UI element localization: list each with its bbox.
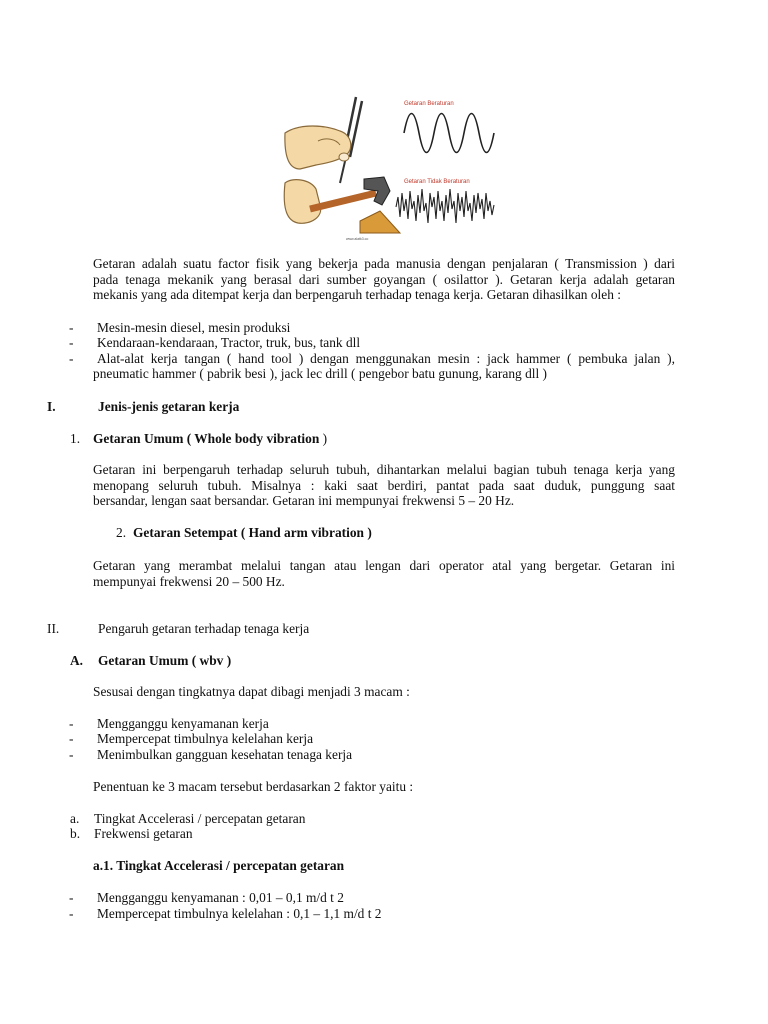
item-1-line-2: menopang seluruh tubuh. Misalnya : kaki saat berdiri, pantat pada saat duduk, punggung saat bbox=[93, 477, 675, 493]
factor-letter: b. bbox=[70, 826, 81, 841]
list-item: Mengganggu kenyamanan : 0,01 – 0,1 m/d t 2 bbox=[97, 890, 344, 905]
list-dash: - bbox=[69, 731, 74, 746]
vibration-illustration-svg bbox=[280, 93, 500, 243]
factor-item: Tingkat Accelerasi / percepatan getaran bbox=[94, 811, 306, 826]
list-dash: - bbox=[69, 747, 74, 762]
intro-line-1: Getaran adalah suatu factor fisik yang bekerja pada manusia dengan penjalaran ( Transmission ) dari bbox=[93, 256, 675, 271]
list-item: Alat-alat kerja tangan ( hand tool ) dengan menggunakan mesin : jack hammer ( pembuka jalan ), bbox=[97, 351, 675, 366]
list-dash: - bbox=[69, 890, 74, 905]
item-1-line-1: Getaran ini berpengaruh terhadap seluruh tubuh, dihantarkan melalui bagian tubuh tenaga kerja yang bbox=[93, 462, 675, 477]
section-1-title: Jenis-jenis getaran kerja bbox=[98, 399, 240, 414]
item-2-paragraph bbox=[93, 558, 675, 589]
item-1-line-3: bersandar, lengan saat bersandar. Getaran ini mempunyai frekwensi 5 – 20 Hz. bbox=[93, 493, 515, 508]
hand-holding-fork-icon bbox=[285, 126, 351, 169]
factor-letter: a. bbox=[70, 811, 80, 826]
a1-title: a.1. Tingkat Accelerasi / percepatan getaran bbox=[93, 858, 345, 873]
sub-a-title: Getaran Umum ( wbv ) bbox=[98, 653, 232, 668]
item-1-title bbox=[93, 431, 327, 447]
sub-a-intro: Sesusai dengan tingkatnya dapat dibagi menjadi 3 macam : bbox=[93, 684, 410, 699]
section-2-title: Pengaruh getaran terhadap tenaga kerja bbox=[98, 621, 310, 636]
section-2-number: II. bbox=[47, 621, 60, 636]
section-1-number: I. bbox=[47, 399, 56, 414]
hand-with-hammer-icon bbox=[284, 177, 400, 233]
list-dash: - bbox=[69, 716, 74, 731]
illustration-caption: www.alatk3.co bbox=[346, 237, 369, 241]
list-dash: - bbox=[69, 335, 74, 350]
intro-line-3: mekanis yang ada ditempat kerja dan berpengaruh terhadap tenaga kerja. Getaran dihasilkan oleh : bbox=[93, 287, 621, 302]
sub-a-letter: A. bbox=[70, 653, 84, 668]
list-item: Mesin-mesin diesel, mesin produksi bbox=[97, 320, 291, 335]
intro-line-2: pada tenaga mekanik yang berasal dari sumber goyangan ( osilattor ). Getaran kerja adalah getaran bbox=[93, 271, 675, 287]
item-1-paragraph bbox=[93, 462, 675, 509]
item-1-title-close: ) bbox=[319, 431, 328, 446]
factor-item: Frekwensi getaran bbox=[94, 826, 193, 841]
item-1-title-text: Getaran Umum ( Whole body vibration bbox=[93, 431, 320, 446]
regular-wave bbox=[404, 114, 494, 153]
list-dash: - bbox=[69, 320, 74, 335]
vibration-illustration bbox=[280, 93, 500, 243]
list-dash: - bbox=[69, 351, 74, 366]
list-item: Kendaraan-kendaraan, Tractor, truk, bus, tank dll bbox=[97, 335, 361, 350]
item-2-line-2: mempunyai frekwensi 20 – 500 Hz. bbox=[93, 573, 285, 589]
list-item: Mengganggu kenyamanan kerja bbox=[97, 716, 269, 731]
list-item-continuation: pneumatic hammer ( pabrik besi ), jack lec drill ( pengebor batu gunung, karang dll ) bbox=[93, 366, 548, 381]
label-irregular-vibration: Getaran Tidak Beraturan bbox=[404, 179, 470, 185]
irregular-wave bbox=[396, 189, 494, 223]
item-2-title: Getaran Setempat ( Hand arm vibration ) bbox=[133, 525, 372, 540]
intro-paragraph bbox=[93, 256, 675, 303]
list-item: Menimbulkan gangguan kesehatan tenaga kerja bbox=[97, 747, 353, 762]
label-regular-vibration: Getaran Beraturan bbox=[404, 101, 454, 107]
item-1-number: 1. bbox=[70, 431, 81, 446]
list-dash: - bbox=[69, 906, 74, 921]
list-item: Mempercepat timbulnya kelelahan : 0,1 – 1,1 m/d t 2 bbox=[97, 906, 382, 921]
list-item: Mempercepat timbulnya kelelahan kerja bbox=[97, 731, 314, 746]
item-2-line-1: Getaran yang merambat melalui tangan atau lengan dari operator atal yang bergetar. Getaran ini bbox=[93, 558, 675, 573]
item-2-number: 2. bbox=[116, 525, 127, 540]
factors-intro: Penentuan ke 3 macam tersebut berdasarkan 2 faktor yaitu : bbox=[93, 779, 414, 794]
